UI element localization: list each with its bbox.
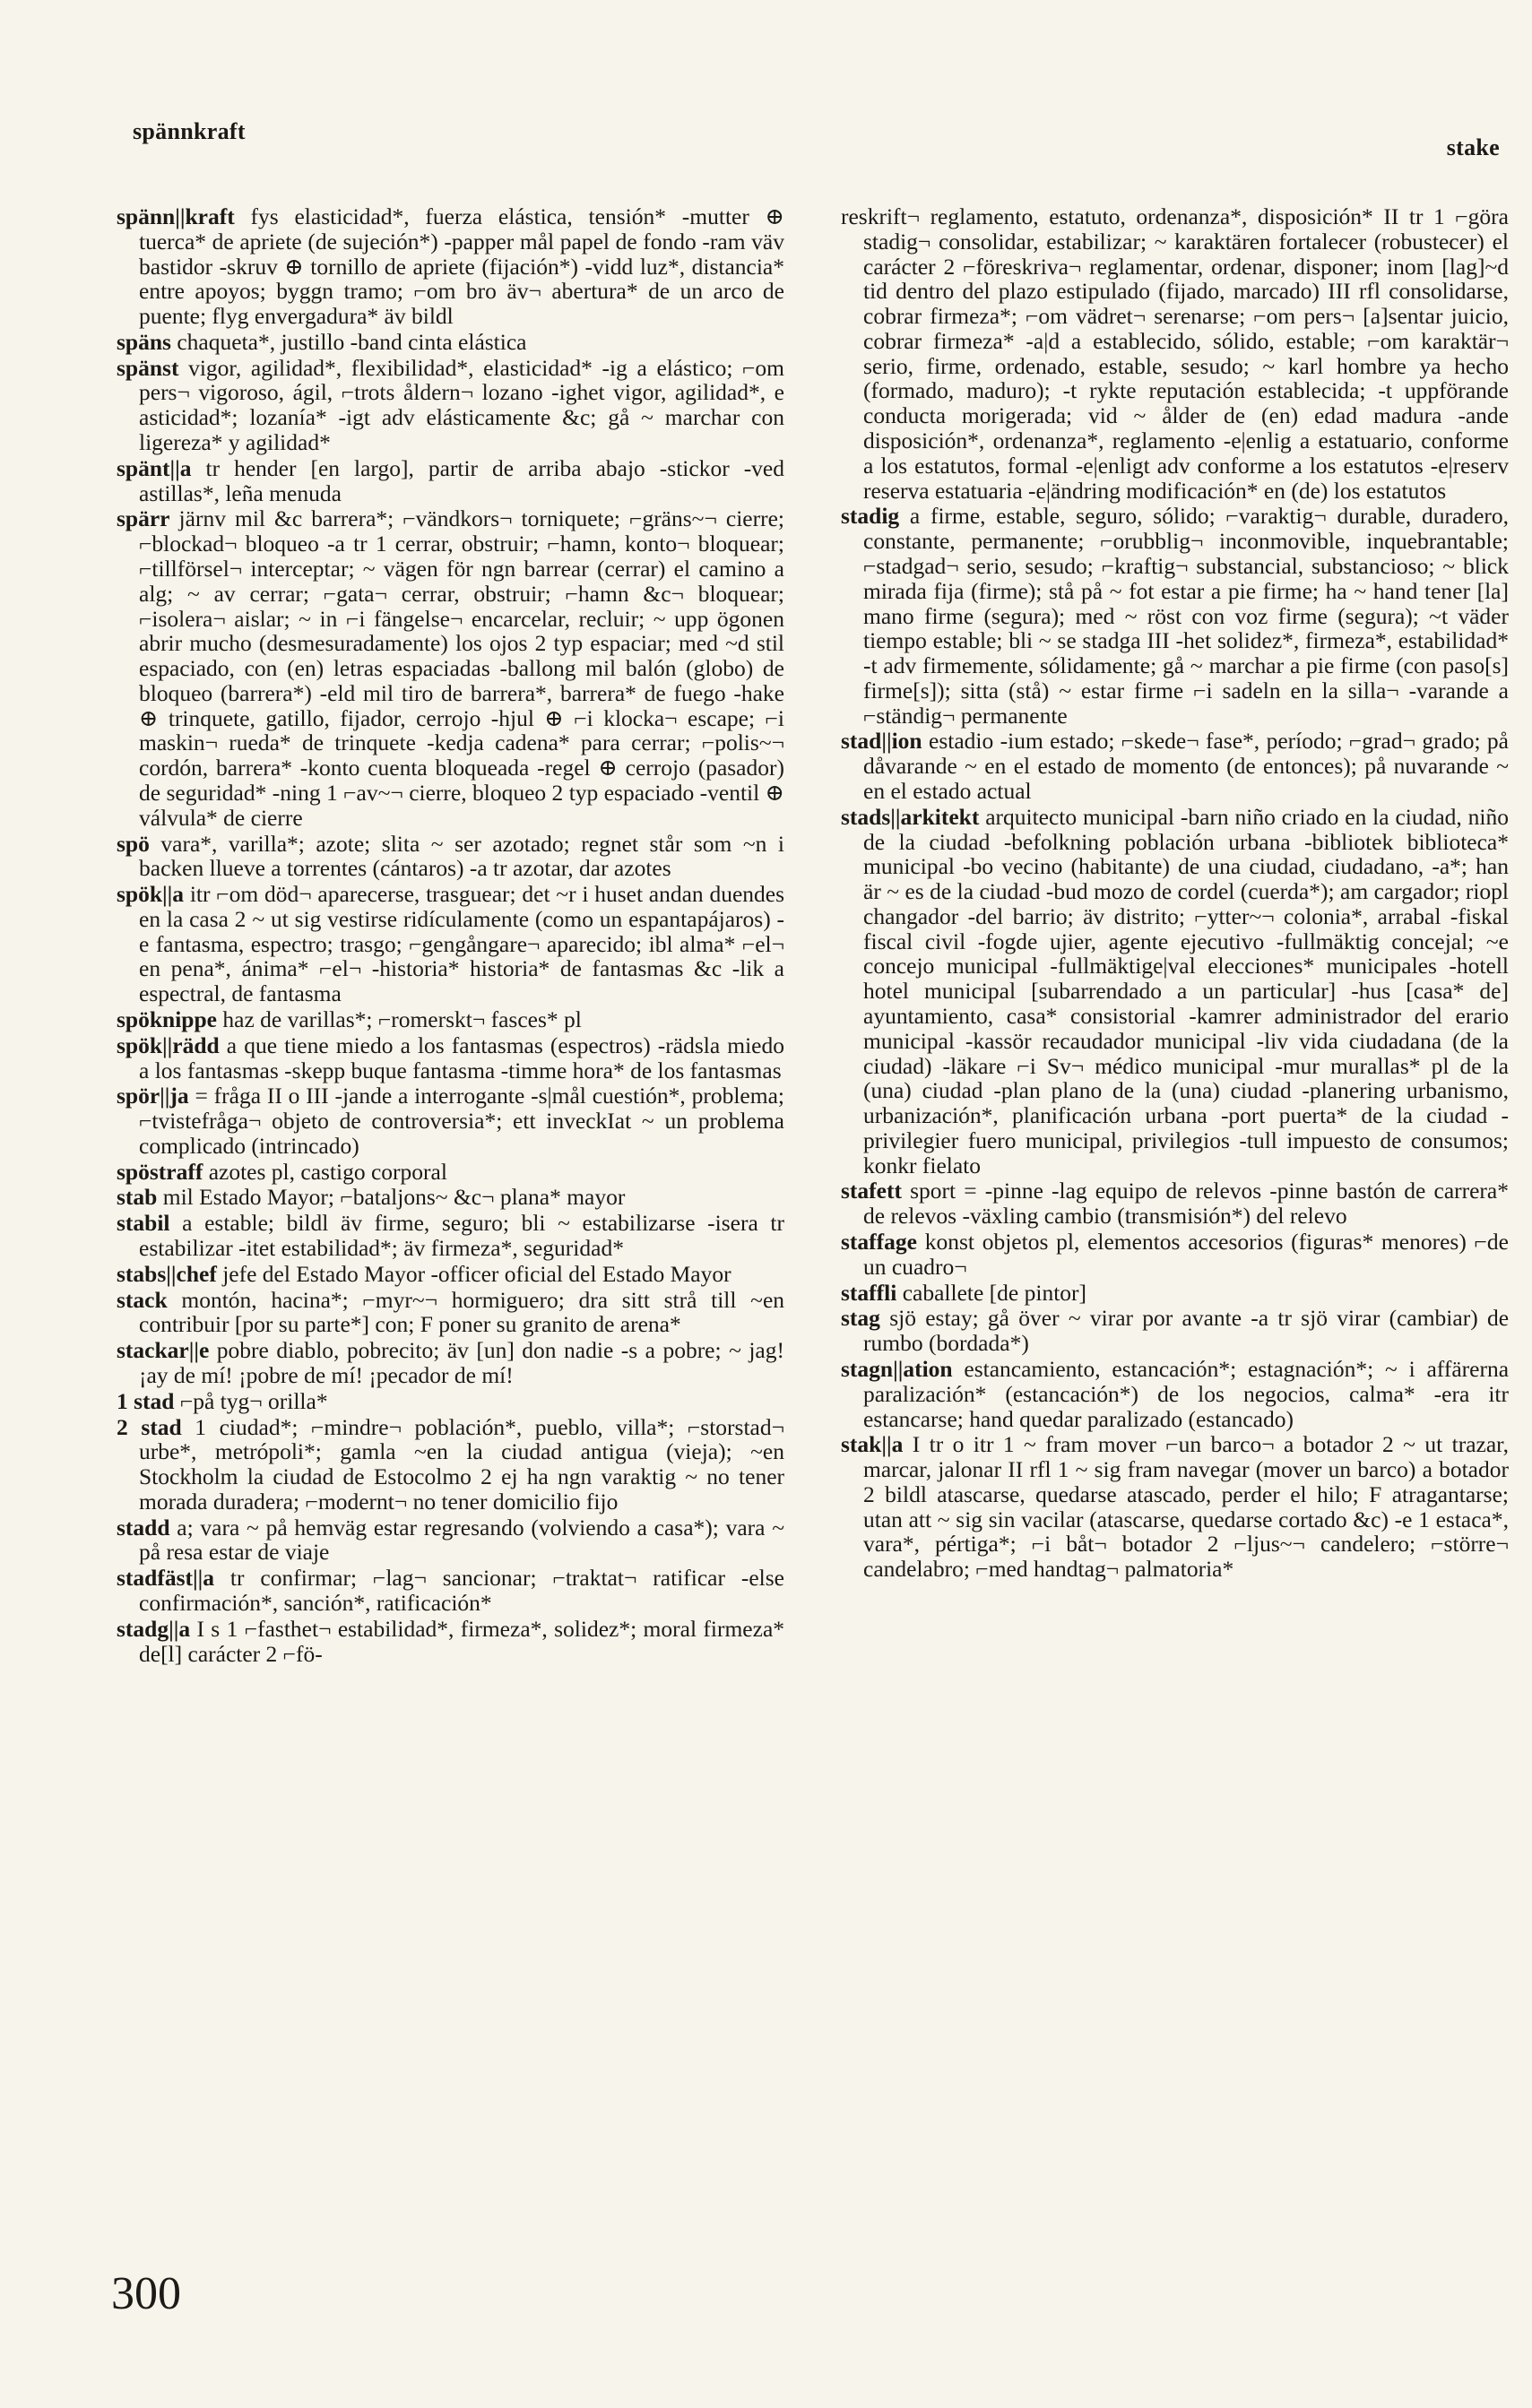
dictionary-entry — [117, 456, 784, 506]
dictionary-entry — [117, 1160, 784, 1185]
entry-headword: stag — [841, 1305, 880, 1332]
entry-headword: staffli — [841, 1279, 897, 1306]
entry-definition: sport = -pinne -lag equipo de relevos -pinne bastón de carrera* de relevos -växling cambio (transmisión*) del relevo — [863, 1178, 1509, 1230]
entry-definition: 1 ciudad*; ⌐mindre¬ población*, pueblo, villa*; ⌐storstad¬ urbe*, metrópoli*; gamla ~en la ciudad antigua (vieja); ~en Stockholm la ciudad de Estocolmo 2 ej ha ngn varaktig ~ no tener morada duradera; ⌐modernt¬ no tener domicilio fijo — [139, 1413, 784, 1515]
entry-definition: a que tiene miedo a los fantasmas (espectros) -rädsla miedo a los fantasmas -skepp buque fantasma -timme hora* de los fantasmas — [139, 1031, 784, 1083]
entry-headword: stad||ion — [841, 728, 922, 755]
entry-headword: spänt||a — [117, 454, 192, 481]
dictionary-entry — [841, 504, 1509, 728]
page-number: 300 — [111, 2268, 181, 2319]
dictionary-entry — [117, 1211, 784, 1261]
entry-definition: fys elasticidad*, fuerza elástica, tensión* -mutter ⊕ tuerca* de apriete (de sujeción*) -papper mål papel de fondo -ram väv bastidor -skruv ⊕ tornillo de apriete (fijación*) -vidd luz*, distancia* entre apoyos; byggn tramo; ⌐om bro äv¬ abertura* de un arco de puente; flyg envergadura* äv bildl — [139, 204, 784, 330]
dictionary-entry — [117, 832, 784, 882]
entry-definition: azotes pl, castigo corporal — [208, 1158, 447, 1185]
dictionary-entry — [117, 506, 784, 830]
entry-headword: stads||arkitekt — [841, 803, 980, 830]
dictionary-entry — [841, 1357, 1509, 1431]
dictionary-entry — [117, 204, 784, 329]
entry-headword: spöstraff — [117, 1158, 203, 1185]
entry-definition: vara*, varilla*; azote; slita ~ ser azotado; regnet står som ~n i backen llueve a torrentes (cántaros) -a tr azotar, dar azotes — [139, 830, 784, 882]
entry-headword: spö — [117, 830, 150, 857]
dictionary-entry — [117, 1617, 784, 1667]
entry-headword: stabs||chef — [117, 1260, 217, 1287]
entry-headword: späns — [117, 328, 171, 355]
dictionary-entry — [117, 1515, 784, 1566]
entry-headword: 2 stad — [117, 1413, 182, 1440]
entry-headword: spänn||kraft — [117, 204, 235, 229]
entry-headword: stadg||a — [117, 1615, 191, 1642]
left-guideword: spännkraft — [133, 118, 246, 144]
entry-definition: chaqueta*, justillo -band cinta elástica — [177, 328, 527, 355]
entry-definition: I s 1 ⌐fasthet¬ estabilidad*, firmeza*, solidez*; moral firmeza* de[l] carácter 2 ⌐fö- — [139, 1615, 784, 1667]
dictionary-entry — [117, 1389, 784, 1414]
entry-headword: stab — [117, 1184, 158, 1211]
entry-headword: spök||rädd — [117, 1031, 220, 1058]
entry-definition: mil Estado Mayor; ⌐bataljons~ &c¬ plana* mayor — [162, 1184, 626, 1211]
right-column — [841, 204, 1509, 2221]
dictionary-entry — [841, 204, 1509, 503]
dictionary-entry — [117, 1415, 784, 1515]
dictionary-entry — [841, 1432, 1509, 1582]
dictionary-entry — [117, 1262, 784, 1287]
entry-headword: staffage — [841, 1229, 917, 1256]
dictionary-entry — [117, 1338, 784, 1388]
entry-definition: konst objetos pl, elementos accesorios (figuras* menores) ⌐de un cuadro¬ — [863, 1229, 1509, 1280]
dictionary-entry — [841, 729, 1509, 803]
dictionary-entry — [117, 1288, 784, 1338]
entry-definition: tr hender [en largo], partir de arriba abajo -stickor -ved astillas*, leña menuda — [139, 454, 784, 506]
dictionary-entry — [841, 1230, 1509, 1280]
entry-definition: montón, hacina*; ⌐myr~¬ hormiguero; dra sitt strå till ~en contribuir [por su parte*] con; F poner su granito de arena* — [139, 1286, 784, 1338]
entry-definition: I tr o itr 1 ~ fram mover ⌐un barco¬ a botador 2 ~ ut trazar, marcar, jalonar II rfl 1 ~ sig fram navegar (mover un barco) a botador 2 bildl atascarse, quedarse atascado, perder el hilo; F atragantarse; utan att ~ sig sin vacilar (atascarse, quedarse cortado &c) -e 1 estaca*, vara*, pértiga*; ⌐i båt¬ botador 2 ⌐ljus~¬ candelero; ⌐större¬ candelabro; ⌐med handtag¬ palmatoria* — [863, 1431, 1509, 1583]
entry-definition: tr confirmar; ⌐lag¬ sancionar; ⌐traktat¬ ratificar -else confirmación*, sanción*, ratificación* — [139, 1565, 784, 1616]
entry-definition: caballete [de pintor] — [902, 1279, 1087, 1306]
entry-headword: spör||ja — [117, 1083, 189, 1109]
entry-headword: spärr — [117, 505, 170, 532]
dictionary-entry — [117, 356, 784, 455]
entry-definition: reskrift¬ reglamento, estatuto, ordenanza*, disposición* II tr 1 ⌐göra stadig¬ consolidar, estabilizar; ~ karaktären fortalecer (robustecer) el carácter 2 ⌐föreskriva¬ reglamentar, ordenar, disponer; inom [lag]~d tid dentro del plazo estipulado (fijado, marcado) III rfl consolidarse, cobrar firmeza*; ⌐om vädret¬ serenarse; ⌐om pers¬ [a]sentar juicio, cobrar firmeza* -a|d a establecido, sólido, estable; ⌐om karaktär¬ serio, firme, ordenado, estable, sesudo; ~ karl hombre ya hecho (formado, maduro); -t rykte reputación establecida; -t uppförande conducta morigerada; vid ~ ålder de (en) edad madura -ande disposición*, ordenanza*, reglamento -e|enlig a estatuario, conforme a los estatutos, formal -e|enligt adv conforme a los estatutos -e|reserv reserva estatuaria -e|ändring modificación* en (de) los estatutos — [841, 204, 1509, 504]
entry-headword: stak||a — [841, 1431, 904, 1458]
entry-headword: stackar||e — [117, 1337, 210, 1364]
entry-headword: stabil — [117, 1210, 170, 1237]
entry-definition: itr ⌐om död¬ aparecerse, trasguear; det ~r i huset andan duendes en la casa 2 ~ ut sig vestirse ridículamente (como un espantapájaros) -e fantasma, espectro; trasgo; ⌐gengångare¬ aparecido; ibl alma* ⌐el¬ en pena*, ánima* ⌐el¬ -historia* historia* de fantasmas &c -lik a espectral, de fantasma — [139, 881, 784, 1007]
dictionary-entry — [117, 1007, 784, 1032]
dictionary-entry — [841, 1178, 1509, 1229]
entry-headword: spänst — [117, 354, 179, 381]
dictionary-entry — [117, 1566, 784, 1616]
entry-headword: stack — [117, 1286, 168, 1313]
entry-headword: spök||a — [117, 881, 185, 908]
entry-definition: ⌐på tyg¬ orilla* — [179, 1387, 328, 1414]
dictionary-entry — [117, 882, 784, 1006]
dictionary-entry — [117, 1083, 784, 1158]
entry-definition: a; vara ~ på hemväg estar regresando (volviendo a casa*); vara ~ på resa estar de viaje — [139, 1514, 784, 1566]
dictionary-entry — [841, 1281, 1509, 1306]
dictionary-entry — [117, 1033, 784, 1083]
dictionary-entry — [841, 1306, 1509, 1356]
entry-headword: stadig — [841, 503, 900, 530]
entry-definition: a estable; bildl äv firme, seguro; bli ~ estabilizarse -isera tr estabilizar -itet estabilidad*; äv firmeza*, seguridad* — [139, 1210, 784, 1262]
entry-definition: arquitecto municipal -barn niño criado en la ciudad, niño de la ciudad -befolkning población urbana -bibliotek biblioteca* municipal -bo vecino (habitante) de una ciudad, ciudadano, -a*; han är ~ es de la ciudad -bud mozo de cordel (cuerda*); am cargador; riopl changador -del barrio; äv distrito; ⌐ytter~¬ colonia*, arrabal -fiskal fiscal civil -fogde ujier, agente ejecutivo -fullmäktig concejal; ~e concejo municipal -fullmäktige|val elecciones* municipales -hotell hotel municipal [subarrendado a un particular] -hus [casa* de] ayuntamiento, casa* consistorial -kamrer administrador del erario municipal -kassör recaudador municipal -liv vida ciudadana (de la ciudad) -läkare ⌐i Sv¬ médico municipal -mur murallas* pl de la (una) ciudad -plan plano de la (una) ciudad -planering urbanismo, urbanización*, planificación urbana -port puerta* de la ciudad -privilegier fuero municipal, privilegios -tull impuesto de consumos; konkr fielato — [863, 803, 1509, 1178]
entry-headword: spöknippe — [117, 1006, 217, 1032]
dictionary-entry — [841, 805, 1509, 1178]
entry-definition: vigor, agilidad*, flexibilidad*, elasticidad* -ig a elástico; ⌐om pers¬ vigoroso, ágil, ⌐trots åldern¬ lozano -ighet vigor, agilidad*, e asticidad*; lozanía* -igt adv elásticamente &c; gå ~ marchar con ligereza* y agilidad* — [139, 354, 784, 456]
entry-definition: = fråga II o III -jande a interrogante -s|mål cuestión*, problema; ⌐tvistefråga¬ objeto de controversia*; ett inveckIat ~ un problema complicado (intrincado) — [139, 1083, 784, 1159]
entry-headword: stadfäst||a — [117, 1565, 214, 1592]
left-column — [117, 204, 784, 2221]
entry-definition: sjö estay; gå över ~ virar por avante -a tr sjö virar (cambiar) de rumbo (bordada*) — [863, 1305, 1509, 1357]
dictionary-entry — [117, 330, 784, 355]
dictionary-entry — [117, 1185, 784, 1210]
entry-definition: jefe del Estado Mayor -officer oficial del Estado Mayor — [222, 1260, 731, 1287]
entry-definition: estadio -ium estado; ⌐skede¬ fase*, período; ⌐grad¬ grado; på dåvarande ~ en el estado de momento (de entonces); på nuvarande ~ en el estado actual — [863, 728, 1509, 804]
entry-headword: stadd — [117, 1514, 170, 1541]
entry-definition: estancamiento, estancación*; estagnación*; ~ i affärerna paralización* (estancación*) de los negocios, calma* -era itr estancarse; hand quedar paralizado (estancado) — [863, 1355, 1509, 1432]
right-guideword: stake — [1446, 134, 1500, 160]
entry-headword: stagn||ation — [841, 1355, 953, 1382]
entry-headword: 1 stad — [117, 1387, 175, 1414]
entry-definition: pobre diablo, pobrecito; äv [un] don nadie -s a pobre; ~ jag! ¡ay de mí! ¡pobre de mí! ¡pecador de mí! — [139, 1337, 784, 1388]
entry-definition: järnv mil &c barrera*; ⌐vändkors¬ torniquete; ⌐gräns~¬ cierre; ⌐blockad¬ bloqueo -a tr 1 cerrar, obstruir; ⌐hamn, konto¬ bloquear; ⌐tillförsel¬ interceptar; ~ vägen för ngn barrear (cerrar) el camino a alg; ~ av cerrar; ⌐gata¬ cerrar, obstruir; ⌐hamn &c¬ bloquear; ⌐isolera¬ aislar; ~ in ⌐i fängelse¬ encarcelar, recluir; ~ upp ögonen abrir mucho (desmesuradamente) los ojos 2 typ espaciar; med ~d stil espaciado, con (en) letras espaciadas -ballong mil balón (globo) de bloqueo (barrera*) -eld mil tiro de barrera*, barrera* de fuego -hake ⊕ trinquete, gatillo, fijador, cerrojo -hjul ⊕ ⌐i klocka¬ escape; ⌐i maskin¬ rueda* de trinquete -kedja cadena* para cerrar; ⌐polis~¬ cordón, barrera* -konto cuenta bloqueada -regel ⊕ cerrojo (pasador) de seguridad* -ning 1 ⌐av~¬ cierre, bloqueo 2 typ espaciado -ventil ⊕ válvula* de cierre — [139, 505, 784, 831]
entry-definition: a firme, estable, seguro, sólido; ⌐varaktig¬ durable, duradero, constante, permanente; ⌐orubblig¬ inconmovible, inquebrantable; ⌐stadgad¬ serio, sesudo; ⌐kraftig¬ substancial, substancioso; ~ blick mirada fija (firme); stå på ~ fot estar a pie firme; ha ~ hand tener [la] mano firme (segura); med ~ röst con voz firme (segura); ~t väder tiempo estable; bli ~ se stadga III -het solidez*, firmeza*, estabilidad* -t adv firmemente, sólidamente; gå ~ marchar a pie firme (con paso[s] firme[s]); sitta (stå) ~ estar firme ⌐i sadeln en la silla¬ -varande a ⌐ständig¬ permanente — [863, 503, 1509, 729]
entry-definition: haz de varillas*; ⌐romerskt¬ fasces* pl — [222, 1006, 582, 1032]
entry-headword: stafett — [841, 1178, 902, 1204]
